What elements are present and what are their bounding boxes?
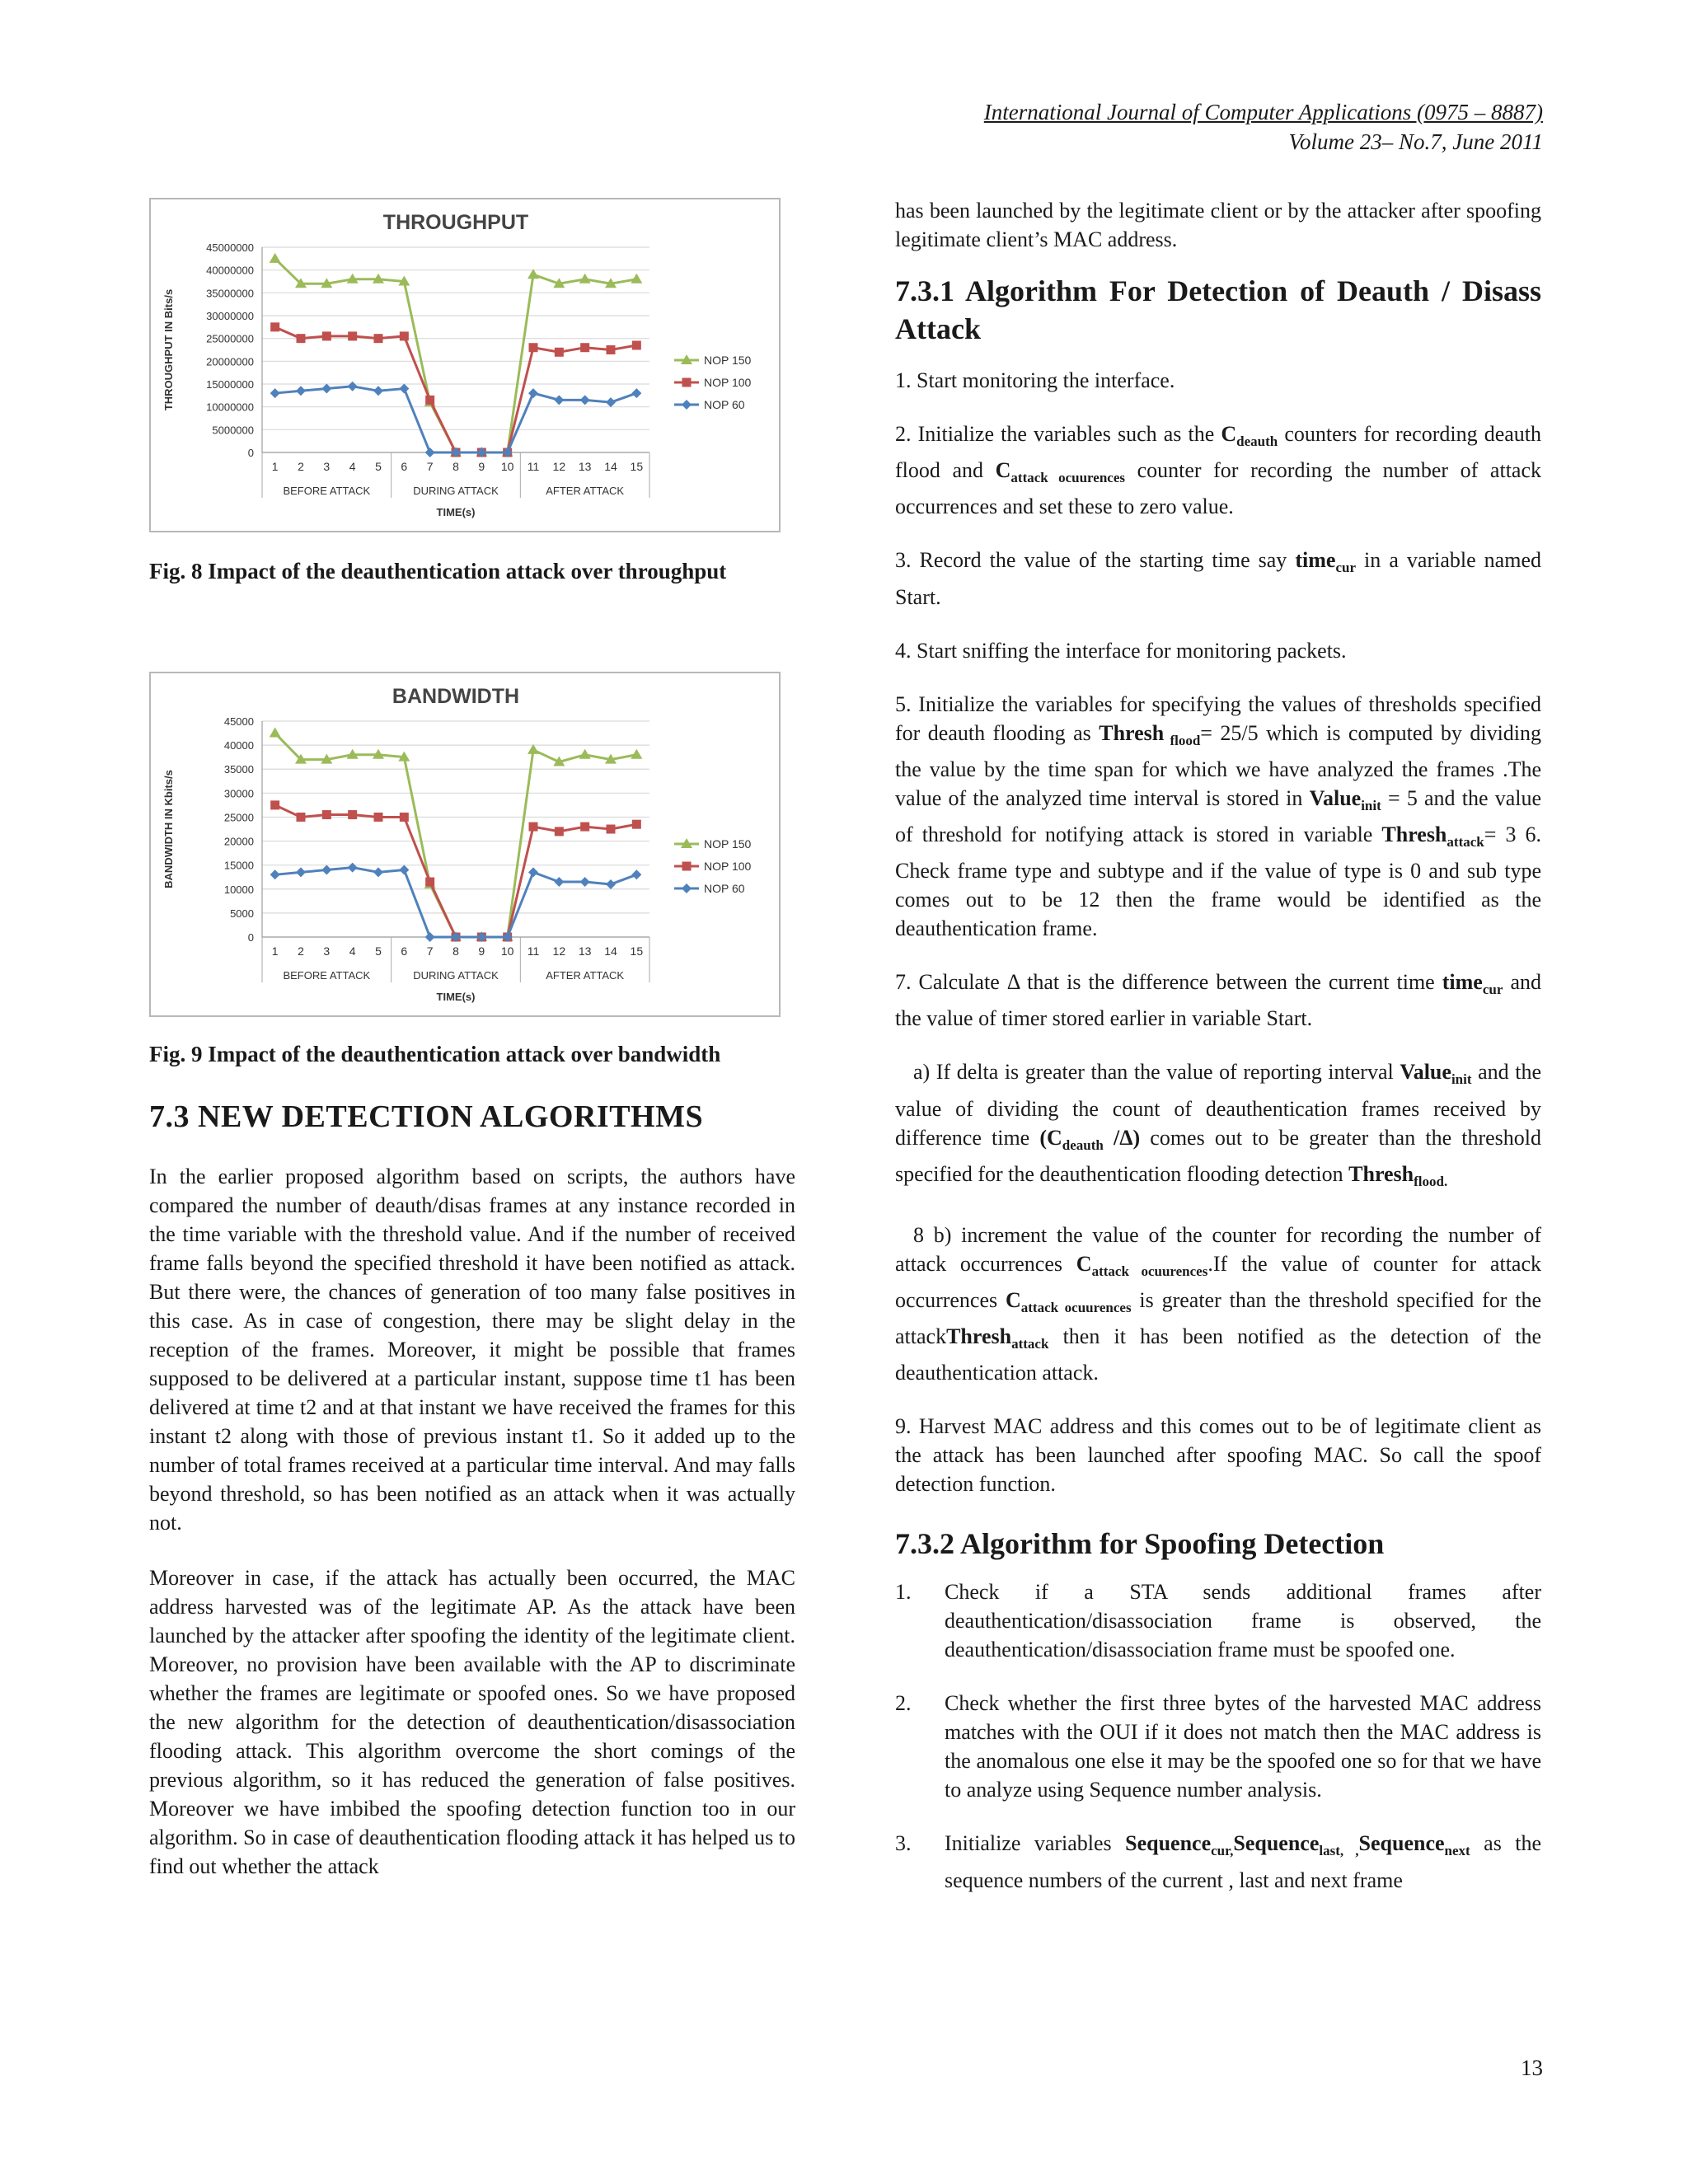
x-tick-label: 13 — [578, 460, 592, 473]
y-tick-label: 25000 — [223, 811, 254, 824]
step-7a: a) If delta is greater than the value of reporting interval Value$_{init}$ and the value of dividing the count of deauthentication frames received by difference time ($C_{deauth}$ /Δ) comes out to be greater than the threshold specified for the deauthentication flooding detection Thresh$_{flood.}$ — [895, 1060, 1541, 1189]
data-point — [555, 827, 564, 836]
data-point — [606, 879, 616, 889]
data-point — [580, 395, 590, 405]
y-tick-label: 45000 — [223, 715, 254, 728]
legend-marker — [682, 862, 692, 871]
x-tick-label: 3 — [323, 944, 331, 958]
y-tick-label: 40000 — [223, 739, 254, 752]
y-tick-label: 20000 — [223, 835, 254, 848]
y-tick-label: 45000000 — [206, 241, 254, 254]
data-point — [425, 448, 435, 457]
data-point — [529, 823, 538, 832]
data-point — [425, 932, 435, 942]
x-axis-label: TIME(s) — [436, 506, 476, 518]
data-point — [528, 744, 539, 754]
y-tick-label: 30000 — [223, 787, 254, 800]
chart-svg — [151, 199, 779, 531]
data-point — [554, 877, 564, 887]
data-point — [270, 388, 280, 398]
data-point — [606, 397, 616, 407]
page-number: 13 — [1521, 2055, 1543, 2080]
data-point — [322, 331, 331, 340]
data-point — [529, 343, 538, 352]
legend-marker — [682, 378, 692, 387]
data-point — [322, 810, 331, 819]
y-tick-label: 5000 — [230, 907, 254, 920]
fig9-caption: Fig. 9 Impact of the deauthentication attack over bandwidth — [149, 1042, 721, 1066]
phase-label: DURING ATTACK — [413, 485, 499, 497]
x-tick-label: 1 — [271, 460, 279, 473]
data-point — [579, 749, 591, 759]
spoofing-steps-list — [895, 1577, 1541, 1894]
x-tick-label: 14 — [604, 944, 617, 958]
legend-marker — [682, 400, 692, 410]
x-tick-label: 12 — [552, 460, 566, 473]
x-tick-label: 11 — [527, 460, 540, 473]
list-item: 1. Check if a STA sends additional frames after deauthentication/disassociation frame is observed, the deauthentication/disassociation frame must be spoofed one. — [895, 1580, 1541, 1662]
running-header — [984, 97, 1543, 157]
list-item: 2. Check whether the first three bytes of the harvested MAC address matches with the OUI if it does not match then the MAC address is the anomalous one else it may be the spoofed one so for that we have to analyze using Sequence number analysis. — [895, 1691, 1541, 1802]
x-tick-label: 8 — [452, 460, 459, 473]
data-point — [632, 340, 641, 349]
y-axis-label: THROUGHPUT IN Bits/s — [162, 288, 175, 411]
data-point — [374, 813, 383, 822]
step-9: 9. Harvest MAC address and this comes out to be of legitimate client as the attack has been launched after spoofing MAC. So call the spoof detection function. — [895, 1414, 1541, 1497]
x-tick-label: 3 — [323, 460, 331, 473]
data-point — [607, 825, 616, 834]
y-tick-label: 30000000 — [206, 310, 254, 322]
legend-marker — [682, 883, 692, 893]
y-tick-label: 10000000 — [206, 401, 254, 414]
left-paragraph-1: In the earlier proposed algorithm based on scripts, the authors have compared the number of deauth/disas frames at any instance recorded in the time variable with the threshold value. And if the number of received frame falls beyond the specified threshold it have been notified as attack. But there were, the chances of generation of too many false positives in this case. As in case of congestion, there may be slight delay in the reception of the frames. Moreover, it might be possible that frames supposed to be delivered at a particular instant, suppose time t1 has been delivered at time t2 and at that instant we have received the frames for this instant t2 along with those of previous instant t1. So it added up to the number of total frames received at a particular time interval. And may falls beyond threshold, so has been notified as an attack when it was actually not. — [149, 1165, 795, 1535]
x-tick-label: 1 — [271, 944, 279, 958]
legend-label: NOP 100 — [704, 376, 752, 389]
bandwidth-chart — [149, 672, 781, 1017]
y-tick-label: 15000000 — [206, 378, 254, 391]
x-tick-label: 2 — [298, 944, 304, 958]
data-point — [348, 382, 358, 391]
data-point — [270, 869, 280, 879]
x-tick-label: 15 — [630, 460, 644, 473]
data-point — [270, 322, 279, 331]
series-line — [275, 868, 637, 937]
data-point — [555, 348, 564, 357]
x-tick-label: 6 — [401, 460, 408, 473]
x-tick-label: 7 — [426, 460, 434, 473]
x-tick-label: 12 — [552, 944, 566, 958]
chart-svg — [151, 673, 779, 1015]
data-point — [579, 274, 591, 284]
step-3: 3. Record the value of the starting time say time$_{cur}$ in a variable named Start. — [895, 548, 1541, 609]
step-1: 1. Start monitoring the interface. — [895, 368, 1175, 392]
step-2: 2. Initialize the variables such as the $C_{deauth}$ counters for recording deauth flood and $C_{attack ocuurences}$ counter for recording the number of attack occurrences and set these to zero value. — [895, 422, 1541, 519]
y-tick-label: 40000000 — [206, 264, 254, 277]
fig8-caption: Fig. 8 Impact of the deauthentication attack over throughput — [149, 559, 727, 583]
data-point — [400, 813, 409, 822]
step-8: 8 b) increment the value of the counter for recording the number of attack occurrences $C_{attack ocuurences}.If$ the value of counter for attack occurrences $C_{attack ocuurences}$ is greater than the threshold specified for the attackThresh$_{attack}$ then it has been notified as the detection of the deauthentication attack. — [895, 1222, 1541, 1385]
data-point — [580, 877, 590, 887]
volume-info: Volume 23– No.7, June 2011 — [1288, 129, 1543, 154]
y-tick-label: 10000 — [223, 883, 254, 896]
y-tick-label: 5000000 — [212, 424, 254, 437]
legend-label: NOP 60 — [704, 882, 745, 895]
step-5: 5. Initialize the variables for specifying the values of thresholds specified for deauth flooding as Thresh $_{flood}$= 25/5 which is computed by dividing the value by the time span for which we have analyzed the frames .The value of the analyzed time interval is stored in Value$_{init}$ = 5 and the value of threshold for notifying attack is stored in variable Thresh$_{attack}$= 3 6. Check frame type and subtype and if the value of type is 0 and sub type comes out to be 12 then the frame would be identified as the deauthentication frame. — [895, 691, 1542, 941]
data-point — [400, 331, 409, 340]
x-tick-label: 9 — [478, 944, 485, 958]
y-tick-label: 0 — [247, 931, 254, 944]
data-point — [528, 388, 538, 398]
right-body — [895, 196, 1541, 1895]
x-tick-label: 4 — [349, 944, 356, 958]
x-tick-label: 7 — [426, 944, 434, 958]
legend-label: NOP 60 — [704, 398, 745, 411]
y-tick-label: 35000 — [223, 763, 254, 776]
y-tick-label: 35000000 — [206, 287, 254, 300]
data-point — [348, 863, 358, 873]
section-title: 7.3 NEW DETECTION ALGORITHMS — [149, 1099, 704, 1134]
phase-label: AFTER ATTACK — [546, 969, 625, 982]
data-point — [270, 253, 281, 263]
data-point — [296, 386, 306, 396]
x-tick-label: 2 — [298, 460, 304, 473]
data-point — [374, 334, 383, 343]
y-tick-label: 20000000 — [206, 355, 254, 368]
chart-title: THROUGHPUT — [382, 211, 529, 234]
data-point — [321, 384, 331, 394]
throughput-chart — [149, 198, 781, 532]
data-point — [399, 384, 409, 394]
data-point — [632, 820, 641, 829]
data-point — [321, 865, 331, 874]
data-point — [580, 823, 589, 832]
phase-label: BEFORE ATTACK — [283, 969, 371, 982]
data-point — [631, 749, 642, 759]
data-point — [631, 274, 642, 284]
data-point — [425, 878, 434, 887]
x-tick-label: 4 — [349, 460, 356, 473]
data-point — [270, 800, 279, 809]
y-tick-label: 0 — [247, 447, 254, 459]
heading-7-3-1: 7.3.1 Algorithm For Detection of Deauth / Disass Attack — [895, 274, 1541, 345]
data-point — [373, 867, 383, 877]
y-axis-label: BANDWIDTH IN Kbits/s — [162, 770, 175, 888]
data-point — [348, 810, 357, 819]
x-tick-label: 11 — [527, 944, 540, 958]
data-point — [631, 869, 641, 879]
x-tick-label: 8 — [452, 944, 459, 958]
x-tick-label: 10 — [500, 460, 514, 473]
step-4: 4. Start sniffing the interface for monitoring packets. — [895, 638, 1347, 663]
series-line — [275, 733, 637, 937]
x-tick-label: 9 — [478, 460, 485, 473]
y-tick-label: 25000000 — [206, 332, 254, 345]
legend-label: NOP 150 — [704, 837, 752, 851]
data-point — [297, 813, 306, 822]
y-tick-label: 15000 — [223, 859, 254, 872]
x-tick-label: 10 — [500, 944, 514, 958]
data-point — [348, 331, 357, 340]
data-point — [399, 865, 409, 874]
x-tick-label: 13 — [578, 944, 592, 958]
heading-7-3-2: 7.3.2 Algorithm for Spoofing Detection — [895, 1527, 1385, 1561]
data-point — [296, 867, 306, 877]
x-tick-label: 15 — [630, 944, 644, 958]
chart-title: BANDWIDTH — [392, 685, 520, 708]
data-point — [373, 386, 383, 396]
data-point — [631, 388, 641, 398]
data-point — [297, 334, 306, 343]
x-tick-label: 6 — [401, 944, 408, 958]
phase-label: AFTER ATTACK — [546, 485, 625, 497]
data-point — [528, 867, 538, 877]
series-line — [275, 387, 637, 452]
x-tick-label: 5 — [375, 460, 382, 473]
legend-label: NOP 100 — [704, 860, 752, 873]
data-point — [607, 345, 616, 354]
left-paragraph-2: Moreover in case, if the attack has actually been occurred, the MAC address harvested was of the legitimate AP. As the attack have been launched by the attacker after spoofing the identity of the legitimate client. Moreover, no provision have been available with the AP to discriminate whether the frames are legitimate or spoofed ones. So we have proposed the new algorithm for the detection of deauthentication/disassociation flooding attack. This algorithm overcome the short comings of the previous algorithm, so it has reduced the generation of false positives. Moreover we have imbibed the spoofing detection function too in our algorithm. So in case of deauthentication flooding attack it has helped us to find out whether the attack — [149, 1566, 795, 1878]
data-point — [554, 395, 564, 405]
legend-label: NOP 150 — [704, 354, 752, 367]
data-point — [270, 728, 281, 738]
data-point — [425, 396, 434, 405]
left-body — [149, 1162, 795, 1881]
right-continuation: has been launched by the legitimate client or by the attacker after spoofing legitimate client’s MAC address. — [895, 199, 1541, 251]
step-7: 7. Calculate Δ that is the difference between the current time time$_{cur}$ and the value of timer stored earlier in variable Start. — [895, 970, 1542, 1031]
x-axis-label: TIME(s) — [436, 991, 476, 1003]
list-item: 3. Initialize variables Sequence$_{cur,}$Sequence$_{last, ,}$Sequence$_{next}$ as the sequence numbers of the current , last and next frame — [895, 1831, 1542, 1892]
phase-label: DURING ATTACK — [413, 969, 499, 982]
phase-label: BEFORE ATTACK — [283, 485, 371, 497]
x-tick-label: 5 — [375, 944, 382, 958]
journal-title: International Journal of Computer Applications (0975 – 8887) — [983, 100, 1543, 124]
x-tick-label: 14 — [604, 460, 617, 473]
data-point — [580, 343, 589, 352]
